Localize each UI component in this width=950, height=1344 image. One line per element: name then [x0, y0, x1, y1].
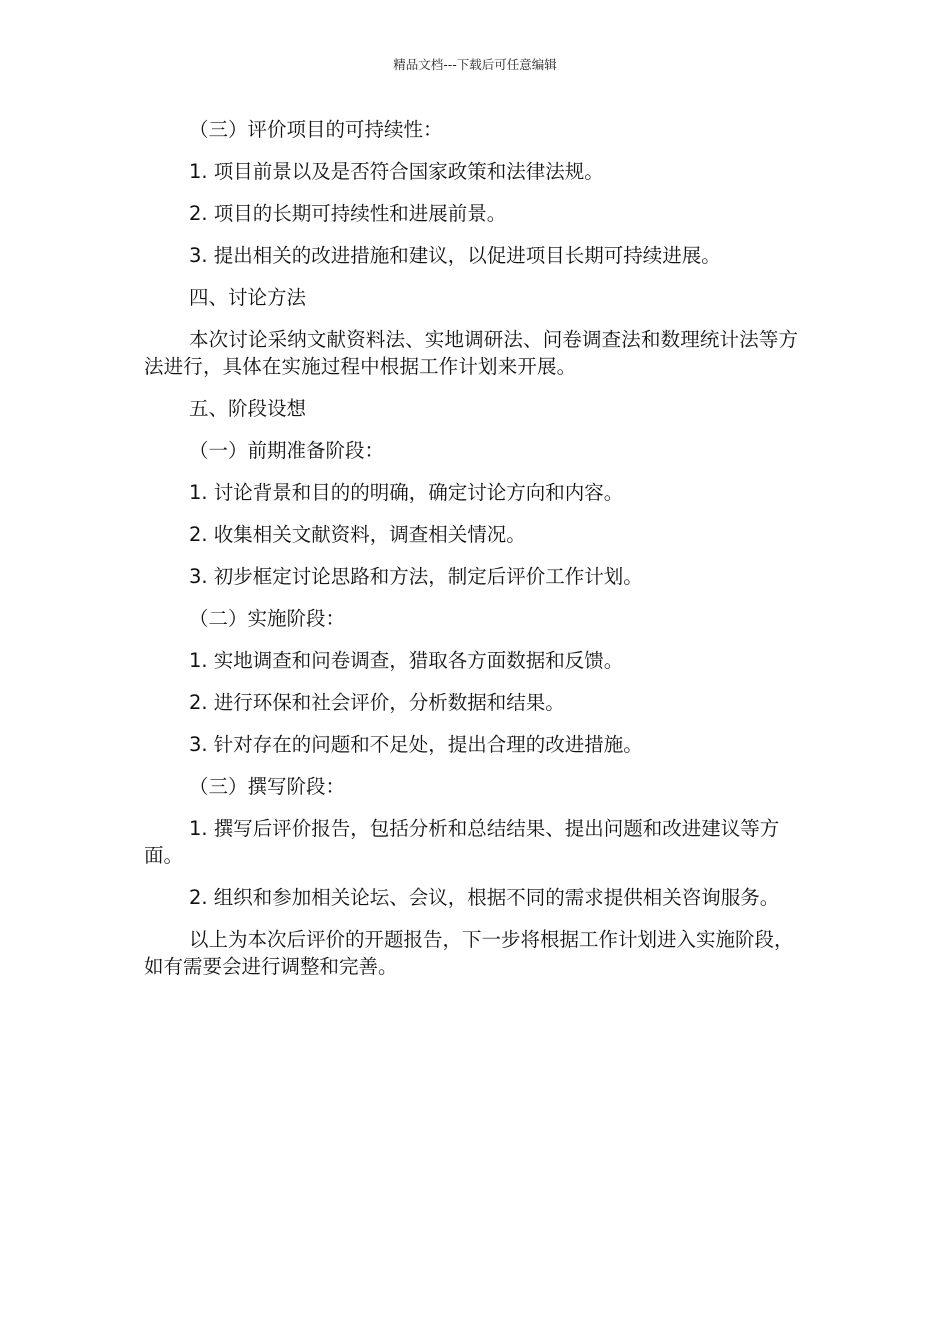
list-item: 1. 实地调查和问卷调查，猎取各方面数据和反馈。 [189, 649, 624, 672]
list-item: 2. 进行环保和社会评价，分析数据和结果。 [189, 691, 565, 714]
list-item: 2. 项目的长期可持续性和进展前景。 [189, 202, 507, 225]
list-item: 2. 收集相关文献资料，调查相关情况。 [189, 523, 526, 546]
document-body [144, 116, 808, 980]
list-item: 3. 针对存在的问题和不足处，提出合理的改进措施。 [189, 733, 643, 756]
subsection-heading: （二）实施阶段： [189, 607, 346, 630]
body-paragraph: 本次讨论采纳文献资料法、实地调研法、问卷调查法和数理统计法等方法进行，具体在实施过程中根据工作计划来开展。 [144, 328, 799, 378]
list-item: 1. 撰写后评价报告，包括分析和总结结果、提出问题和改进建议等方面。 [144, 817, 780, 867]
list-item: 3. 初步框定讨论思路和方法，制定后评价工作计划。 [189, 565, 643, 588]
subsection-heading: （三）评价项目的可持续性： [189, 118, 443, 141]
closing-paragraph: 以上为本次后评价的开题报告，下一步将根据工作计划进入实施阶段，如有需要会进行调整和完善。 [144, 928, 794, 978]
page-header: 精品文档---下载后可任意编辑 [393, 57, 557, 72]
list-item: 1. 讨论背景和目的的明确，确定讨论方向和内容。 [189, 481, 624, 504]
list-item: 2. 组织和参加相关论坛、会议，根据不同的需求提供相关咨询服务。 [189, 886, 780, 909]
subsection-heading: （一）前期准备阶段： [189, 439, 385, 462]
subsection-heading: （三）撰写阶段： [189, 775, 346, 798]
section-heading: 五、阶段设想 [189, 397, 307, 420]
list-item: 1. 项目前景以及是否符合国家政策和法律法规。 [189, 160, 604, 183]
section-heading: 四、讨论方法 [189, 286, 307, 309]
list-item: 3. 提出相关的改进措施和建议，以促进项目长期可持续进展。 [189, 244, 721, 267]
